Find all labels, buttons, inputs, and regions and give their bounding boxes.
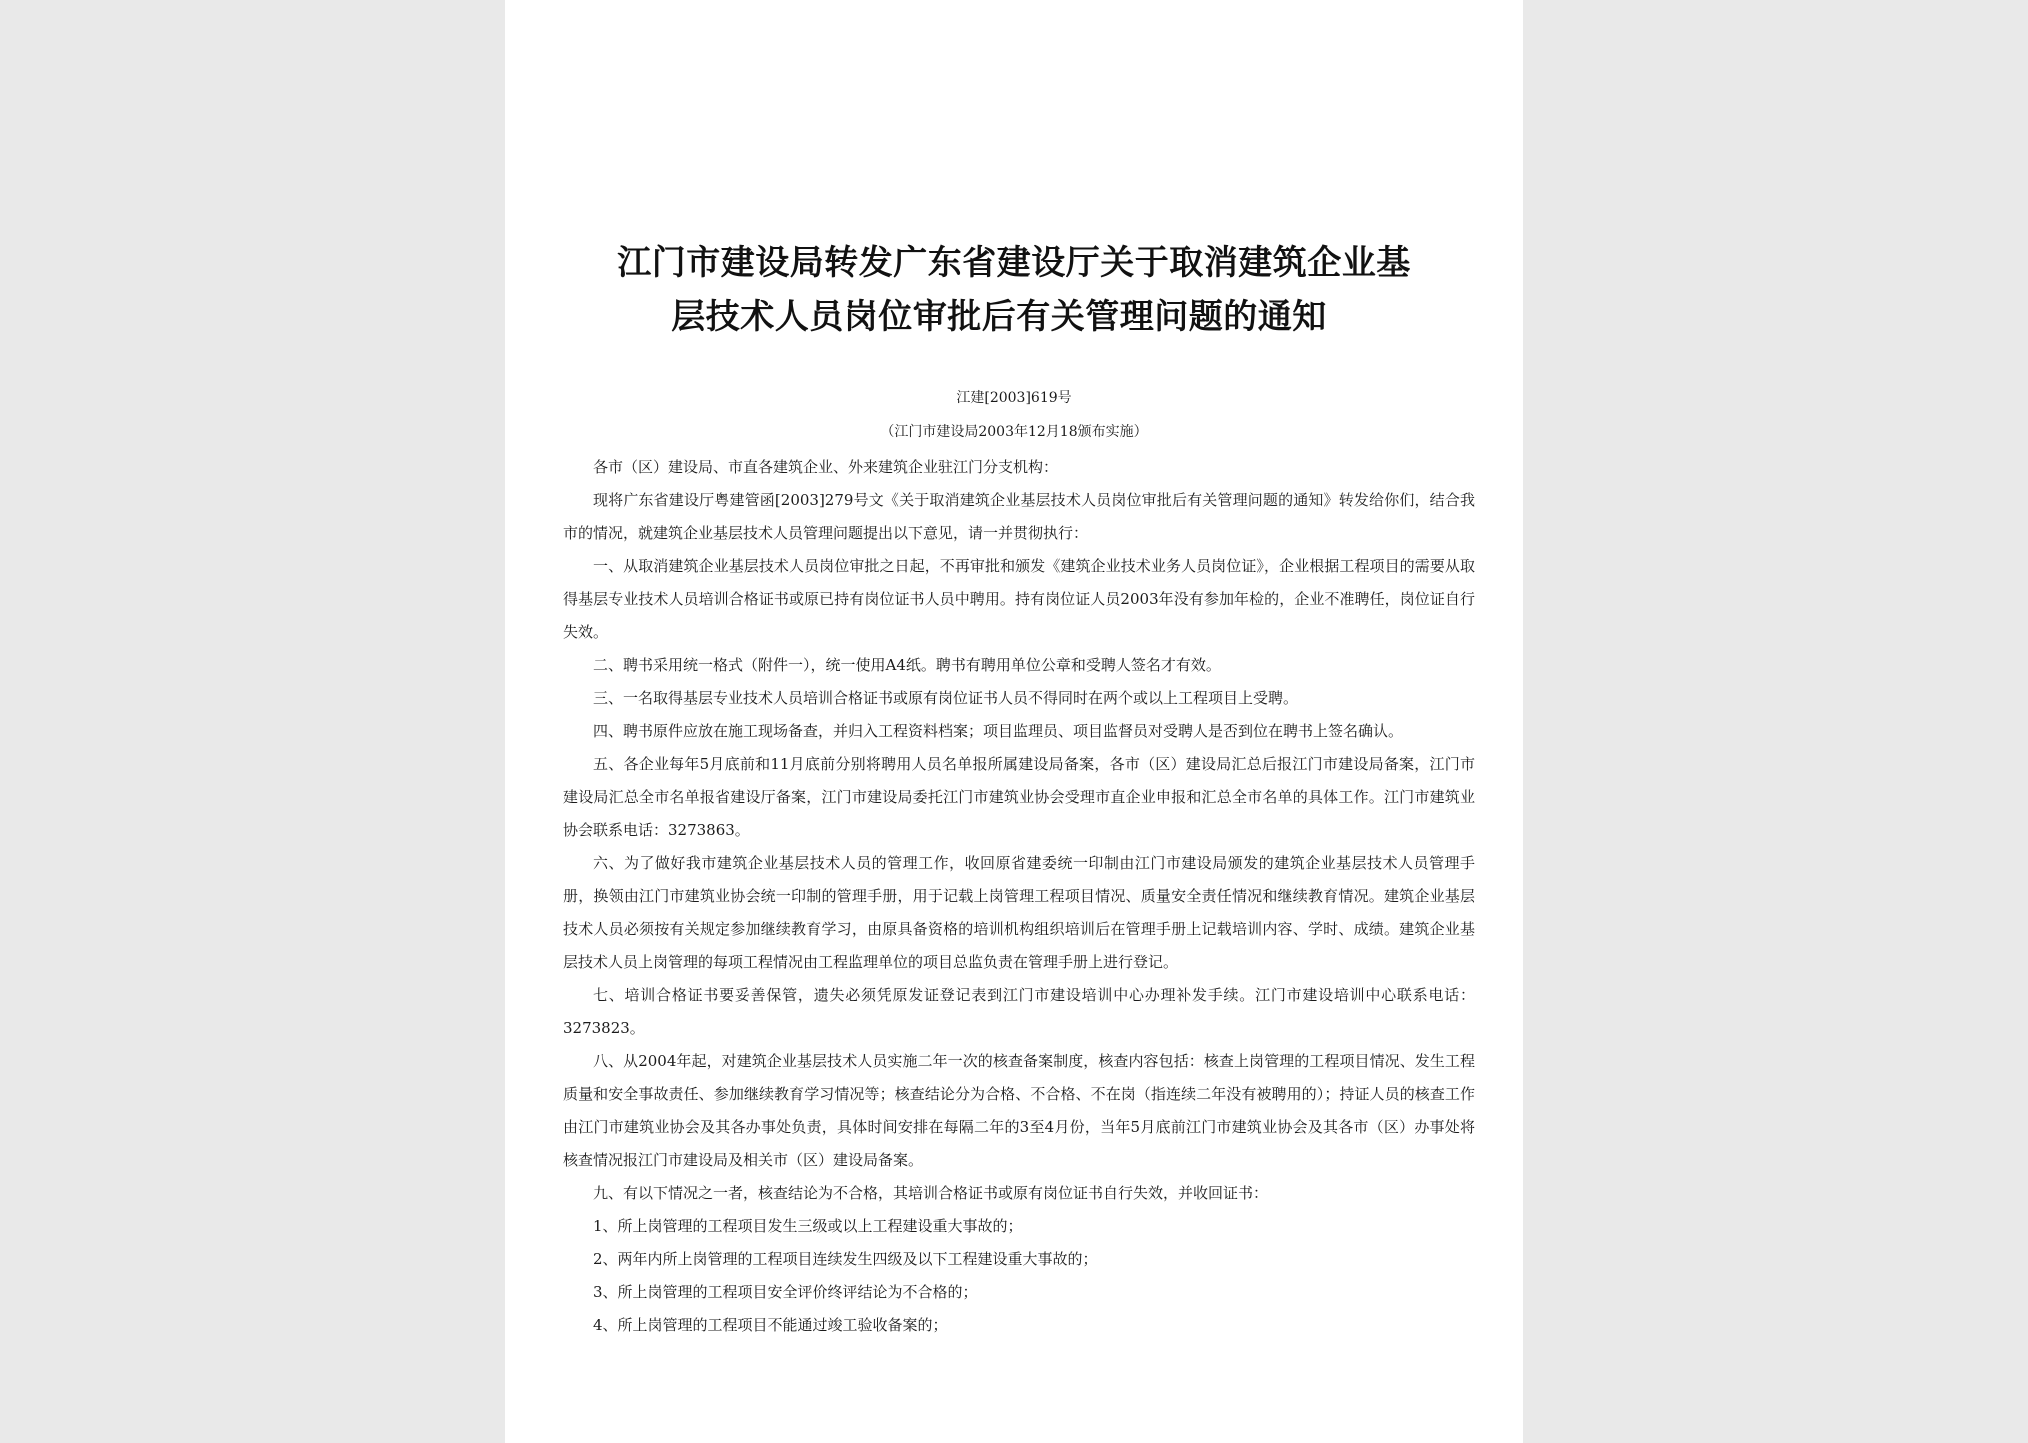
document-title <box>505 236 1523 344</box>
paragraph-item-9: 九、有以下情况之一者，核查结论为不合格，其培训合格证书或原有岗位证书自行失效，并收回证书： <box>593 1184 1269 1202</box>
paragraph-item-3: 三、一名取得基层专业技术人员培训合格证书或原有岗位证书人员不得同时在两个或以上工程项目上受聘。 <box>593 689 1299 707</box>
title-line-2: 层技术人员岗位审批后有关管理问题的通知 <box>671 297 1327 337</box>
paragraph-item-2: 二、聘书采用统一格式（附件一），统一使用A4纸。聘书有聘用单位公章和受聘人签名才有效。 <box>593 656 1221 674</box>
paragraph-item-6: 六、为了做好我市建筑企业基层技术人员的管理工作，收回原省建委统一印制由江门市建设局颁发的建筑企业基层技术人员管理手册，换领由江门市建筑业协会统一印制的管理手册，用于记载上岗管理工程项目情况、质量安全责任情况和继续教育情况。建筑企业基层技术人员必须按有关规定参加继续教育学习，由原具备资格的培训机构组织培训后在管理手册上记载培训内容、学时、成绩。建筑企业基层技术人员上岗管理的每项工程情况由工程监理单位的项目总监负责在管理手册上进行登记。 <box>563 854 1475 971</box>
paragraph-item-8: 八、从2004年起，对建筑企业基层技术人员实施二年一次的核查备案制度，核查内容包括：核查上岗管理的工程项目情况、发生工程质量和安全事故责任、参加继续教育学习情况等；核查结论分为合格、不合格、不在岗（指连续二年没有被聘用的）；持证人员的核查工作由江门市建筑业协会及其各办事处负责，具体时间安排在每隔二年的3至4月份，当年5月底前江门市建筑业协会及其各市（区）办事处将核查情况报江门市建设局及相关市（区）建设局备案。 <box>563 1052 1475 1169</box>
paragraph-sub-2: 2、两年内所上岗管理的工程项目连续发生四级及以下工程建设重大事故的； <box>593 1250 1098 1268</box>
title-line-1: 江门市建设局转发广东省建设厅关于取消建筑企业基 <box>617 243 1411 283</box>
document-page <box>505 0 1523 1443</box>
paragraph-item-7: 七、培训合格证书要妥善保管，遗失必须凭原发证登记表到江门市建设培训中心办理补发手续。江门市建设培训中心联系电话：3273823。 <box>563 986 1475 1037</box>
paragraph-intro: 现将广东省建设厅粤建管函[2003]279号文《关于取消建筑企业基层技术人员岗位审批后有关管理问题的通知》转发给你们，结合我市的情况，就建筑企业基层技术人员管理问题提出以下意见，请一并贯彻执行： <box>563 491 1475 542</box>
paragraph-item-5: 五、各企业每年5月底前和11月底前分别将聘用人员名单报所属建设局备案，各市（区）建设局汇总后报江门市建设局备案，江门市建设局汇总全市名单报省建设厅备案，江门市建设局委托江门市建筑业协会受理市直企业申报和汇总全市名单的具体工作。江门市建筑业协会联系电话：3273863。 <box>563 755 1475 839</box>
issue-note: （江门市建设局2003年12月18颁布实施） <box>880 424 1148 440</box>
paragraph-sub-1: 1、所上岗管理的工程项目发生三级或以上工程建设重大事故的； <box>593 1217 1023 1235</box>
paragraph-item-4: 四、聘书原件应放在施工现场备查，并归入工程资料档案；项目监理员、项目监督员对受聘人是否到位在聘书上签名确认。 <box>593 722 1404 740</box>
document-body <box>563 451 1475 1342</box>
paragraph-sub-3: 3、所上岗管理的工程项目安全评价终评结论为不合格的； <box>593 1283 978 1301</box>
paragraph-salutation: 各市（区）建设局、市直各建筑企业、外来建筑企业驻江门分支机构： <box>593 458 1059 476</box>
paragraph-sub-4: 4、所上岗管理的工程项目不能通过竣工验收备案的； <box>593 1316 948 1334</box>
document-number: 江建[2003]619号 <box>956 390 1072 406</box>
paragraph-item-1: 一、从取消建筑企业基层技术人员岗位审批之日起，不再审批和颁发《建筑企业技术业务人员岗位证》，企业根据工程项目的需要从取得基层专业技术人员培训合格证书或原已持有岗位证书人员中聘用。持有岗位证人员2003年没有参加年检的，企业不准聘任，岗位证自行失效。 <box>563 557 1475 641</box>
